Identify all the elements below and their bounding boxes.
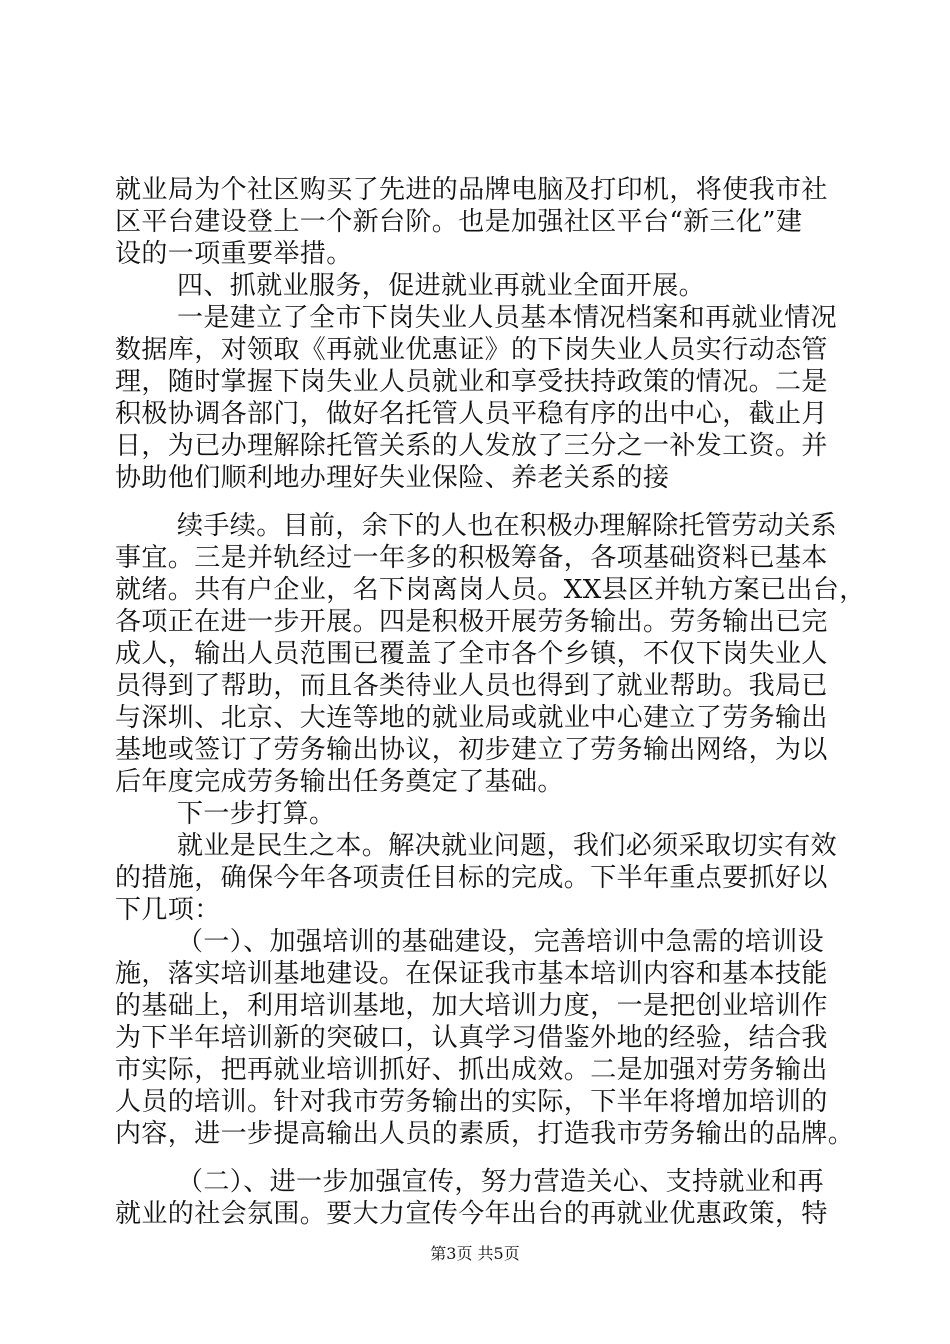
section-heading: 下一步打算。 bbox=[177, 799, 336, 829]
text-line: 下几项： bbox=[115, 895, 221, 925]
text-line: 与深圳、北京、大连等地的就业局或就业中心建立了劳务输出 bbox=[115, 703, 828, 733]
page-number-footer: 第3页 共5页 bbox=[430, 1244, 520, 1263]
text-line: 理，随时掌握下岗失业人员就业和享受扶持政策的情况。二是 bbox=[115, 367, 828, 397]
text-line: 就业是民生之本。解决就业问题，我们必须采取切实有效 bbox=[177, 831, 838, 861]
text-line: 就业局为个社区购买了先进的品牌电脑及打印机，将使我市社 bbox=[115, 175, 828, 205]
text-line: 员得到了帮助，而且各类待业人员也得到了就业帮助。我局已 bbox=[115, 671, 828, 701]
text-line: 人员的培训。针对我市劳务输出的实际，下半年将增加培训的 bbox=[115, 1087, 828, 1117]
text-line: 基地或签订了劳务输出协议，初步建立了劳务输出网络，为以 bbox=[115, 735, 828, 765]
text-line: 协助他们顺利地办理好失业保险、养老关系的接 bbox=[115, 463, 670, 493]
text-line: 设的一项重要举措。 bbox=[115, 239, 353, 269]
text-line: 成人，输出人员范围已覆盖了全市各个乡镇，不仅下岗失业人 bbox=[115, 639, 828, 669]
text-line: 的措施，确保今年各项责任目标的完成。下半年重点要抓好以 bbox=[115, 863, 828, 893]
text-line: 后年度完成劳务输出任务奠定了基础。 bbox=[115, 767, 564, 797]
text-line: 就绪。共有户企业，名下岗离岗人员。XX县区并轨方案已出台， bbox=[115, 575, 866, 605]
text-line: 事宜。三是并轨经过一年多的积极筹备，各项基础资料已基本 bbox=[115, 543, 828, 573]
text-line: 内容，进一步提高输出人员的素质，打造我市劳务输出的品牌。 bbox=[115, 1119, 855, 1149]
text-line: 的基础上，利用培训基地，加大培训力度，一是把创业培训作 bbox=[115, 991, 828, 1021]
text-line: 各项正在进一步开展。四是积极开展劳务输出。劳务输出已完 bbox=[115, 607, 828, 637]
text-line: （二）、进一步加强宣传，努力营造关心、支持就业和再 bbox=[177, 1167, 825, 1197]
text-line: 为下半年培训新的突破口，认真学习借鉴外地的经验，结合我 bbox=[115, 1023, 828, 1053]
text-line: 数据库，对领取《再就业优惠证》的下岗失业人员实行动态管 bbox=[115, 335, 828, 365]
text-line: 市实际，把再就业培训抓好、抓出成效。二是加强对劳务输出 bbox=[115, 1055, 828, 1085]
text-line: （一）、加强培训的基础建设，完善培训中急需的培训设 bbox=[177, 927, 825, 957]
text-line: 积极协调各部门，做好名托管人员平稳有序的出中心，截止月 bbox=[115, 399, 828, 429]
text-line: 日，为已办理解除托管关系的人发放了三分之一补发工资。并 bbox=[115, 431, 828, 461]
text-line: 就业的社会氛围。要大力宣传今年出台的再就业优惠政策，特 bbox=[115, 1199, 828, 1229]
text-line: 区平台建设登上一个新台阶。也是加强社区平台“新三化”建 bbox=[115, 207, 803, 237]
text-line: 续手续。目前，余下的人也在积极办理解除托管劳动关系 bbox=[177, 511, 838, 541]
text-line: 一是建立了全市下岗失业人员基本情况档案和再就业情况 bbox=[177, 303, 838, 333]
text-line: 施，落实培训基地建设。在保证我市基本培训内容和基本技能 bbox=[115, 959, 828, 989]
section-heading: 四、抓就业服务，促进就业再就业全面开展。 bbox=[177, 271, 706, 301]
